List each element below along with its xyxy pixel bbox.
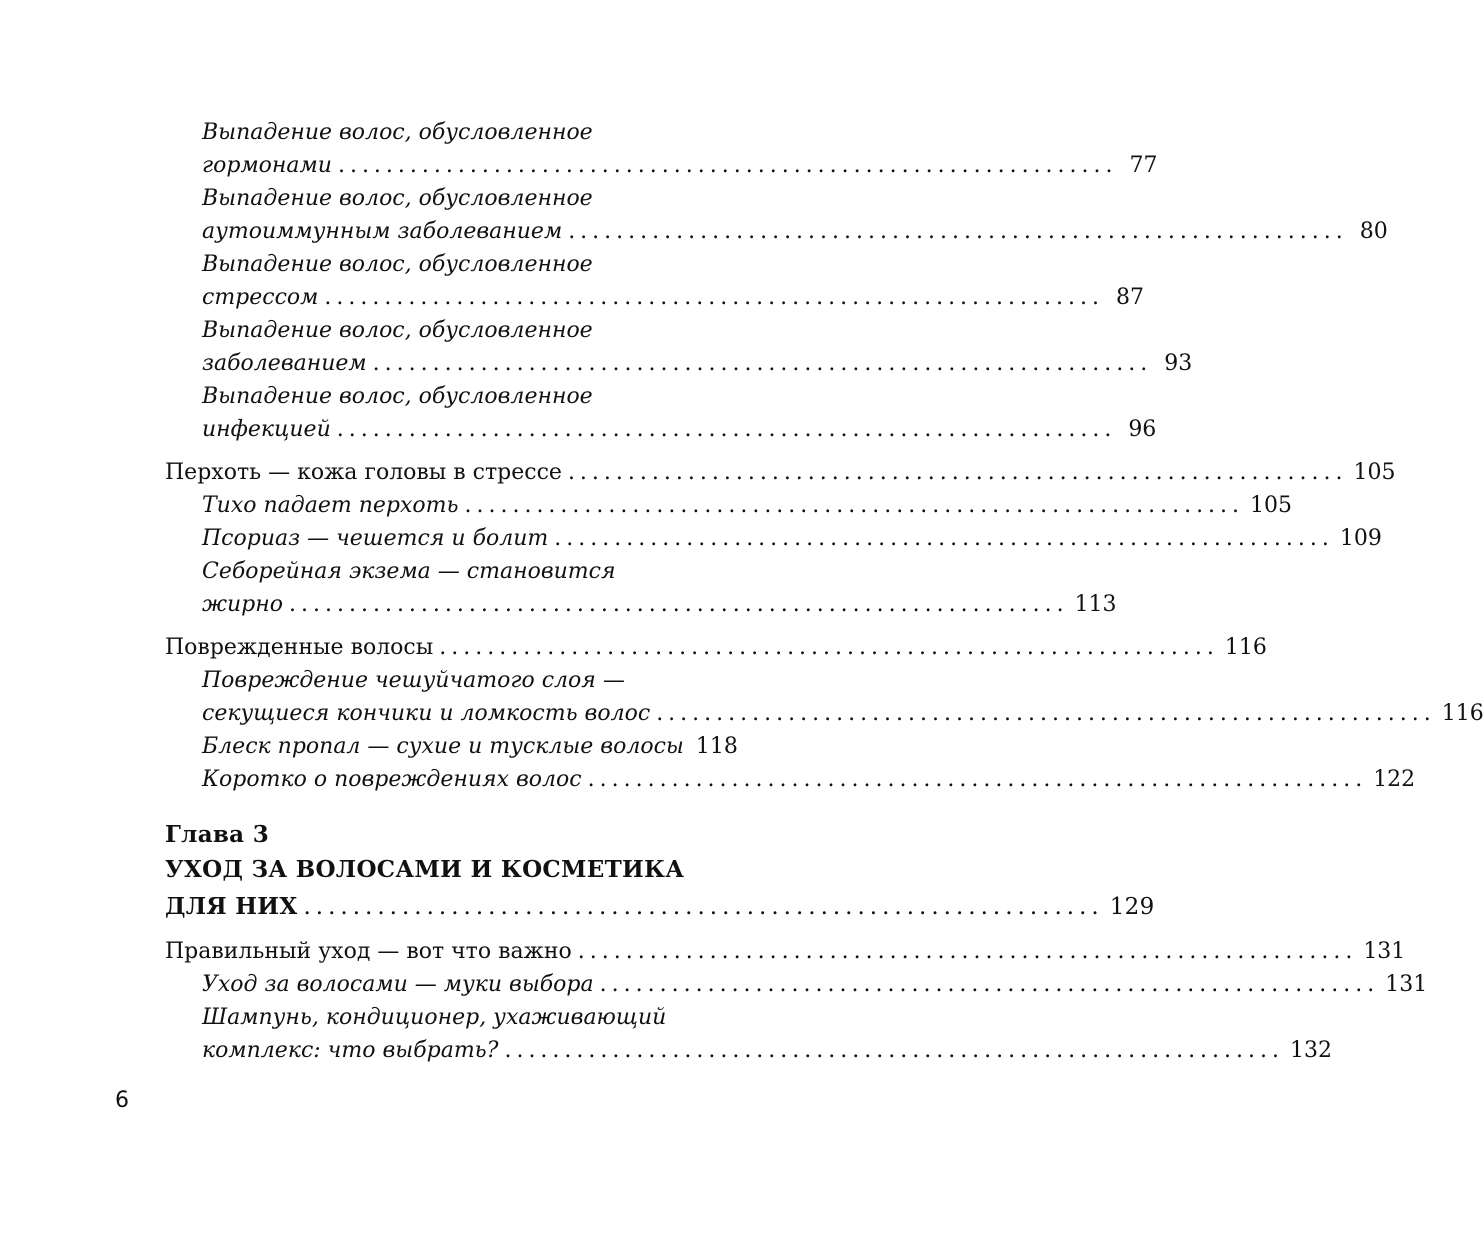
toc-entry-line: Выпадение волос, обусловленное [202,384,593,409]
dot-leader: ................................................................. [567,460,1348,485]
dot-leader: ................................................................. [568,219,1348,244]
page-number: 80 [1359,219,1388,244]
page-number: 129 [1109,894,1155,920]
toc-section-heading[interactable] [165,456,1396,489]
toc-entry-text: инфекцией [202,417,331,442]
section-title: Перхоть — кожа головы в стрессе [165,460,562,485]
toc-entry[interactable] [165,522,1382,555]
toc-entry-text: Уход за волосами — муки выбора [202,972,594,997]
toc-entry-text: аутоиммунным заболеванием [202,219,563,244]
dot-leader: ................................................................. [656,701,1436,726]
toc-entry-line: Себорейная экзема — становится [202,559,616,584]
toc-entry-line: Повреждение чешуйчатого слоя — [202,668,625,693]
page-number: 131 [1363,939,1406,964]
toc-entry-line: Выпадение волос, обусловленное [202,186,593,211]
page-number: 105 [1250,493,1293,518]
toc-entry-text: Псориаз — чешется и болит [202,526,549,551]
toc-entry[interactable] [165,730,738,763]
page-folio: 6 [115,1088,129,1113]
toc-entry[interactable] [165,697,1484,730]
dot-leader: ................................................................. [289,592,1069,617]
toc-entry-text: Блеск пропал — сухие и тусклые волосы [202,734,684,759]
dot-leader: ................................................................. [372,351,1153,376]
dot-leader: ................................................................. [439,635,1219,660]
page-number: 87 [1115,285,1144,310]
toc-entry[interactable] [165,347,1193,380]
page-number: 105 [1353,460,1396,485]
page-number: 93 [1164,351,1193,376]
dot-leader: ................................................................. [303,894,1104,920]
page-number: 116 [1224,635,1267,660]
toc-entry-text: заболеванием [202,351,367,376]
dot-leader: ................................................................. [587,767,1368,792]
page-number: 122 [1373,767,1416,792]
dot-leader: ................................................................. [577,939,1358,964]
toc-entry-line: Шампунь, кондиционер, ухаживающий [202,1005,667,1030]
dot-leader: ................................................................. [464,493,1245,518]
toc-entry[interactable] [165,215,1388,248]
chapter-title-entry[interactable] [165,888,1155,925]
toc-entry-text: Коротко о повреждениях волос [202,767,582,792]
chapter-title-text: ДЛЯ НИХ [165,893,298,920]
page-number: 96 [1128,417,1157,442]
toc-section-heading[interactable] [165,935,1406,968]
toc-entry-line: Выпадение волос, обусловленное [202,120,593,145]
toc-entry-text: комплекс: что выбрать? [202,1038,499,1063]
toc-entry[interactable] [165,489,1293,522]
toc-entry[interactable] [165,1034,1333,1067]
page-number: 109 [1339,526,1382,551]
toc-entry-text: стрессом [202,285,319,310]
toc-entry[interactable] [165,281,1144,314]
toc-entry[interactable] [165,763,1416,796]
page-number: 132 [1290,1038,1333,1063]
toc-entry-line: Выпадение волос, обусловленное [202,318,593,343]
toc-entry-text: гормонами [202,153,332,178]
dot-leader: ................................................................. [324,285,1104,310]
page-number: 77 [1129,153,1158,178]
table-of-contents [165,116,1484,1067]
section-title: Поврежденные волосы [165,635,434,660]
dot-leader: ................................................................. [554,526,1334,551]
toc-entry-text: жирно [202,592,283,617]
page-number: 118 [695,734,738,759]
chapter-label: Глава 3 [165,821,269,848]
toc-entry[interactable] [165,149,1158,182]
toc-entry[interactable] [165,413,1157,446]
toc-entry-line: Выпадение волос, обусловленное [202,252,593,277]
dot-leader: ................................................................. [504,1038,1285,1063]
toc-entry-text: Тихо падает перхоть [202,493,459,518]
dot-leader: ................................................................. [337,153,1118,178]
page-number: 113 [1074,592,1117,617]
dot-leader: ................................................................. [336,417,1117,442]
toc-section-heading[interactable] [165,631,1267,664]
toc-entry-text: секущиеся кончики и ломкость волос [202,701,651,726]
page-number: 116 [1441,701,1484,726]
chapter-title-line: УХОД ЗА ВОЛОСАМИ И КОСМЕТИКА [165,856,685,883]
toc-entry[interactable] [165,968,1428,1001]
section-title: Правильный уход — вот что важно [165,939,572,964]
page-number: 131 [1385,972,1428,997]
dot-leader: ................................................................. [599,972,1380,997]
toc-entry[interactable] [165,588,1117,621]
